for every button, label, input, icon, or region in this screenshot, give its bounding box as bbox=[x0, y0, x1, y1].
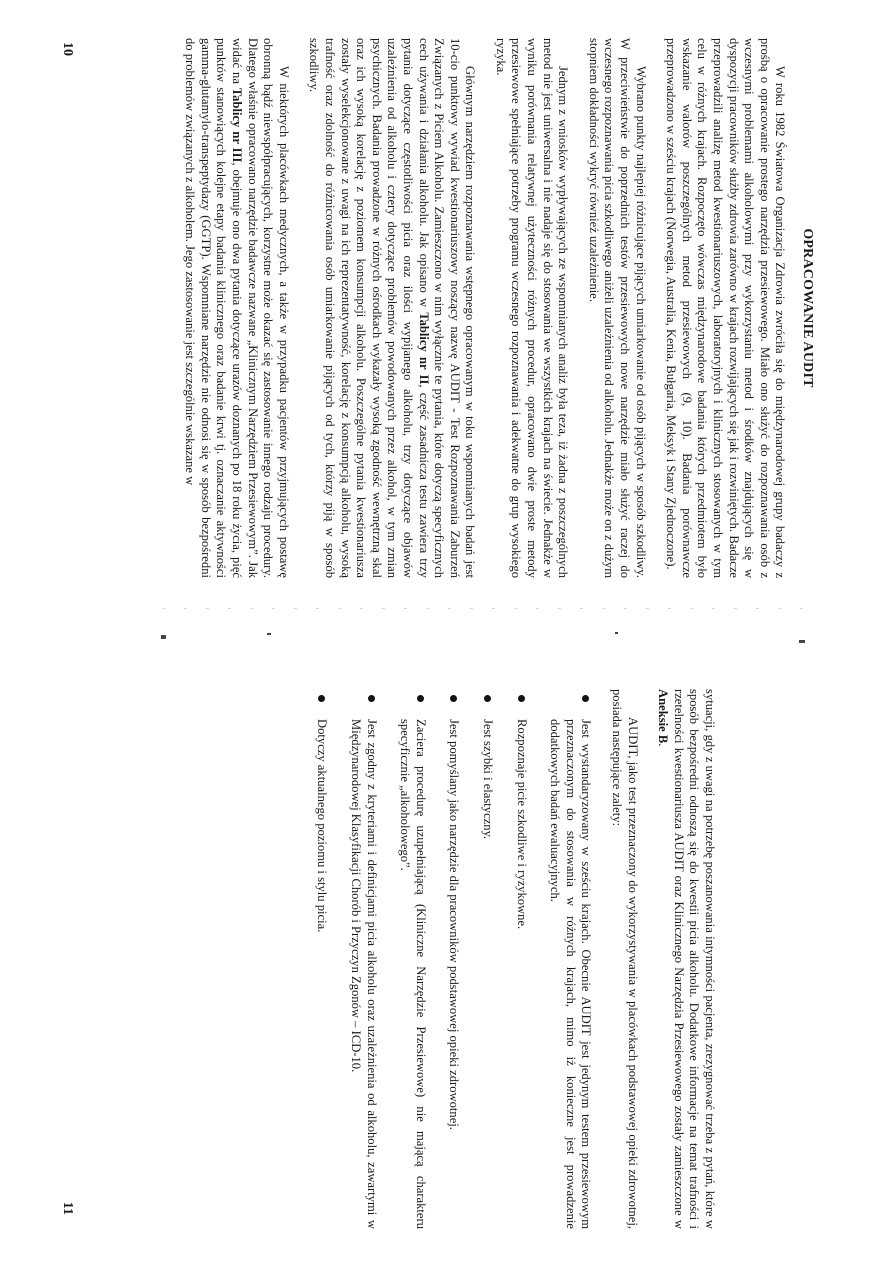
paragraph-4 bbox=[306, 38, 478, 578]
list-item bbox=[513, 689, 529, 1229]
bullet-icon bbox=[319, 695, 326, 702]
paragraph-continued-text-b: . bbox=[656, 743, 671, 747]
bullet-icon bbox=[417, 695, 424, 702]
page-10 bbox=[0, 0, 893, 631]
paragraph-2: Wybrano punkty najlepiej różnicujące pijących umiarkowanie od osób pijących w sposób szkodliwy. W przeciwieństwie do poprzednich testów przesiewowych nowe narzędzie miało służyć raczej do wczesnego rozpoznawania picia szkodliwego aniżeli uzależnienia od alkoholu. Jednakże może on z dużym stopniem dokładności wykryć również uzależnienie. bbox=[586, 38, 648, 578]
table-ref-iii: Tablicy nr III bbox=[230, 87, 244, 163]
paragraph-3: Jednym z wniosków wypływających ze wspomnianych analiz była teza, iż żadna z poszczególnych metod nie jest uniwersalna i nie nadaje się do stosowania we wszystkich krajach na świecie. Jednakże w wyniku porównania relatywnej użyteczności różnych procedur, opracowano dwie proste metody przesiewowe spełniające potrzeby programu wczesnego rozpoznawania i adekwatne do grup wysokiego ryzyka. bbox=[493, 38, 571, 578]
list-item-text: Jest szybki i elastyczny. bbox=[481, 719, 496, 840]
page-11 bbox=[0, 631, 893, 1263]
list-item-text: Rozpoznaje picie szkodliwe i ryzykowne. bbox=[514, 719, 529, 930]
scan-speck bbox=[161, 635, 166, 639]
list-item bbox=[348, 689, 379, 1229]
paragraph-4-text-b: , część zasadnicza testu zawiera trzy pytania dotyczące częstotliwości picia oraz ilości wypijanego alkoholu, trzy dotyczące objawów uzależnienia od alkoholu i cztery dotyczące problemów powodowanych przez alkohol, w tym zmian psychicznych. Badania prowadzone w różnych ośrodkach wykazały wysoką zgodność wewnętrzną skal oraz ich wysoką korelację z poziomem konsumpcji alkoholu. Poszczególne pytania kwestionariusza zostały wyselekcjonowane z uwagi na ich reprezentatywność, korelację z konsumpcją alkoholu, wysoką trafność oraz zdolność do różnicowania osób umiarkowanie pijących od tych, którzy piją w sposób szkodliwy. bbox=[307, 38, 431, 578]
bullet-icon bbox=[368, 695, 375, 702]
scan-speck bbox=[267, 633, 271, 635]
advantages-list bbox=[314, 689, 594, 1229]
list-item bbox=[547, 689, 594, 1229]
page-number-11: 11 bbox=[60, 1201, 75, 1215]
paragraph-5-text-a: W niektórych placówkach medycznych, a także w przypadku pacjentów przyjmujących postawę obronną bądź niewspółpracujących, korzystne może okazać się zastosowanie innego rodzaju procedury. Dlatego właśnie opracowano narzędzie badawcze nazwane „Klinicznym Narzędziem Przesiewowym”. Jak widać na bbox=[230, 38, 291, 578]
paragraph-continued bbox=[655, 689, 717, 1229]
list-item-text: Zaciera procedurę uzupełniającą (Kliniczne Narzędzie Przesiewowe) nie mającą charakteru specyficznie „alkoholowego”. bbox=[398, 719, 428, 1229]
bullet-icon bbox=[484, 695, 491, 702]
scan-speck bbox=[799, 640, 805, 643]
annex-ref-b: Aneksie B bbox=[656, 689, 671, 744]
bullet-icon bbox=[518, 695, 525, 702]
paragraph-5 bbox=[182, 38, 291, 578]
paragraph-continued-text-a: sytuacji, gdy z uwagi na potrzebę poszanowania intymności pacjenta, zrezygnować trzeba z pytań, które w sposób bezpośredni odnoszą się do kwestii picia alkoholu. Dodatkowe informacje na temat trafności i rzetelności kwestionariusza AUDIT oraz Klinicznego Narzędzia Przesiewowego zostały zamieszczone w bbox=[671, 689, 717, 1229]
scan-speck bbox=[615, 632, 618, 634]
list-item bbox=[479, 689, 495, 1229]
page-10-content bbox=[167, 38, 815, 578]
list-item-text: Dotyczy aktualnego poziomu i stylu picia. bbox=[315, 719, 330, 933]
list-item bbox=[446, 689, 462, 1229]
list-item-text: Jest wystandaryzowany w sześciu krajach. Obecnie AUDIT jest jedynym testem przesiewowym przeznaczonym do stosowania w różnych krajach, mimo iż konieczne jest prowadzenie dodatkowych badań ewaluacyjnych. bbox=[548, 719, 594, 1229]
list-item-text: Jest pomyślany jako narzędzie dla pracowników podstawowej opieki zdrowotnej. bbox=[447, 719, 462, 1130]
list-item bbox=[314, 689, 330, 1229]
paragraph-1: W roku 1982 Światowa Organizacja Zdrowia zwróciła się do międzynarodowej grupy badaczy z prośbą o opracowanie prostego narzędzia przesiewowego. Miało ono służyć do rozpoznawania osób z wczesnymi problemami alkoholowymi przy wykorzystaniu metod i środków znajdujących się w dyspozycji pracowników służby zdrowia zarówno w krajach rozwijających się jak i rozwiniętych. Badacze przeprowadzili analizę metod kwestionariuszowych, laboratoryjnych i klinicznych stosowanych w tym celu w różnych krajach. Rozpoczęto wówczas międzynarodowe badania których przedmiotem było wskazanie walorów poszczególnych metod przesiewowych (9, 10). Badania porównawcze przeprowadzono w sześciu krajach (Norwegia, Australia, Kenia, Bułgaria, Meksyk i Stany Zjednoczone). bbox=[664, 38, 788, 578]
page-number-10: 10 bbox=[60, 42, 75, 56]
bullet-icon bbox=[582, 695, 589, 702]
bullet-icon bbox=[450, 695, 457, 702]
page-11-content bbox=[296, 689, 717, 1229]
list-item bbox=[397, 689, 428, 1229]
table-ref-ii: Tablicy nr II bbox=[416, 312, 431, 385]
paragraph-advantages-intro: AUDIT, jako test przeznaczony do wykorzystywania w placówkach podstawowej opieki zdrowotnej, posiada następujące zalety: bbox=[610, 689, 640, 1229]
paragraph-5-text-b: , obejmuje ono dwa pytania dotyczące urazów doznanych po 18 roku życia, pięć punktów stanowiących kolejne etapy badania klinicznego oraz badanie krwi tj. oznaczanie aktywności gamma-glutamylo-transpeptydazy (GGTP). Wspomniane narzędzie nie odnosi się w sposób bezpośredni do problemów związanych z alkoholem. Jego zastosowanie jest szczególnie wskazane w bbox=[183, 38, 244, 578]
list-item-text: Jest zgodny z kryteriami i definicjami picia alkoholu oraz uzależnienia od alkoholu, zawartymi w Międzynarodowej Klasyfikacji Chorób i Przyczyn Zgonów – ICD-10. bbox=[349, 719, 379, 1229]
paragraph-4-text-a: Głównym narzędziem rozpoznawania wstępnego opracowanym w toku wspomnianych badań jest 10-cio punktowy wywiad kwestionariuszowy noszący nazwę AUDIT - Test Rozpoznawania Zaburzeń Związanych z Piciem Alkoholu. Zamieszczono w nim wyłącznie te pytania, które dotyczą specyficznych cech używania i działania alkoholu. Jak opisano w bbox=[416, 38, 478, 578]
section-title: OPRACOWANIE AUDIT bbox=[800, 228, 815, 388]
